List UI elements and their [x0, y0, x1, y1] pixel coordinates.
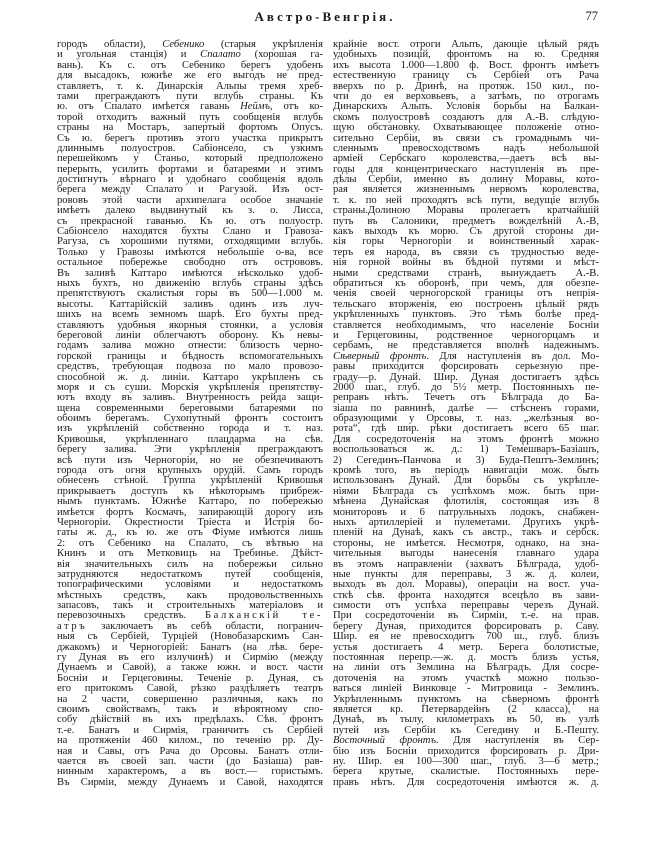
text-line: кромѣ того, въ періодъ навигаціи мож. быть: [333, 465, 599, 477]
text-line: чительныя выгоды нанесенія главнаго удара: [333, 548, 599, 560]
text-line: вань). Къ с. отъ Себенико берегъ удобенъ: [57, 59, 323, 71]
text-line: воспользоваться ж. д.: 1) Темешваръ-Базіашъ,: [333, 444, 599, 456]
text-line: сткѣ сѣв. фронта находятся всецѣло въ зави-: [333, 589, 599, 601]
text-line: теръ ея народа, въ связи съ трудностью веде-: [333, 246, 599, 258]
text-line: способной ж. д. линіи. Каттаро укрѣпленъ съ: [57, 371, 323, 383]
text-line: реправъ нѣтъ. Течетъ отъ Бѣлграда до Ба-: [333, 392, 599, 404]
text-line: крайніе вост. отроги Альпъ, дающіе цѣлый рядъ: [333, 39, 599, 50]
text-line: ныя съ Сербіей, Турціей (Новобазарскимъ Сан-: [57, 631, 323, 643]
spaced-heading: Балканскій те-: [204, 610, 323, 622]
text-line: ставляютъ удобныя якорныя стоянки, а условія: [57, 319, 323, 331]
text-line: годы для концентрическаго наступленія въ пре-: [333, 163, 599, 175]
text-line: Только у Гравозы имѣются небольшіе о-ва, все: [57, 246, 323, 258]
text-line: рая является жизненнымъ нервомъ королевства,: [333, 184, 599, 196]
text-line: вія значительныхъ силъ на побережьи сильно: [57, 558, 323, 570]
text-line: тами преграждаютъ пути вглубь страны. Къ: [57, 90, 323, 102]
text-line: Кривошья, укрѣпленнаго плацдарма на сѣв.: [57, 433, 323, 445]
text-line: имѣется фортъ Космачъ, запирающій дорогу изъ: [57, 506, 323, 518]
text-line: топографическими условіями и недостаткомъ: [57, 579, 323, 591]
text-line: обнесенъ стѣной. Группа укрѣпленій Кривошья: [57, 475, 323, 487]
text-line: остальное побережье свободно отъ острововъ.: [57, 257, 323, 269]
text-line: скомъ полуостровѣ создаютъ для А.-В. слѣдую-: [333, 111, 599, 123]
text-line: Съ ю. берегъ противъ этого участка прикрытъ: [57, 132, 323, 144]
text-line: ставляется необходимымъ, что населеніе Босніи: [333, 319, 599, 331]
text-line: запасовъ, такъ и строительныхъ матеріаловъ и: [57, 600, 323, 612]
text-line: Сѣверный фронтъ. Для наступленія въ дол. Мо-: [333, 350, 599, 362]
text-line: чти до ея верховьевъ, а затѣмъ, по отрогамъ: [333, 90, 599, 102]
text-line: годамъ залива можно отнести: близость черно-: [57, 340, 323, 352]
text-line: страны.Долиною Моравы пролегаетъ кратчайшій: [333, 205, 599, 217]
text-line: всѣ пути изъ Черногоріи, но не обезпечиваютъ: [57, 454, 323, 466]
spaced-heading: атръ: [57, 620, 88, 632]
text-line: перевозочныхъ средствъ. Балканскій те-: [57, 610, 323, 622]
text-line: сленнымъ превосходствомъ надъ небольшой: [333, 142, 599, 154]
italic-term: Неймъ: [240, 101, 271, 113]
text-line: какъ выходъ къ морю. Съ другой стороны ди-: [333, 226, 599, 238]
text-line: симости отъ успѣха переправы черезъ Дунай.: [333, 600, 599, 612]
text-line: на 2 части, совершенно различныя, какъ по: [57, 693, 323, 705]
text-line: прикрываетъ доступъ къ нѣкоторымъ прибреж-: [57, 485, 323, 497]
text-line: использованъ Дунай. Для борьбы съ укрѣпле-: [333, 475, 599, 487]
text-line: Рагуза, съ хорошими путями, отходящими вглубь.: [57, 236, 323, 248]
text-line: является кр. Петервардейнъ (2 класса), на: [333, 704, 599, 715]
page-number: 77: [585, 9, 598, 23]
text-line: правъ нѣтъ. Для сосредоточенія имѣются ж. д.: [333, 776, 599, 788]
text-line: въ этомъ направленіи (захватъ Бѣлграда, удоб-: [333, 558, 599, 570]
text-line: Босніи и Герцеговины. Теченіе р. Дуная, съ: [57, 672, 323, 684]
text-line: обоимъ берегамъ. Сухопутный фронтъ состоитъ: [57, 413, 323, 425]
text-line: своимъ свойствамъ, такъ и вѣроятному спо-: [57, 704, 323, 715]
text-line: нинным характеромъ, а въ вост.— гористымъ.: [57, 766, 323, 778]
text-line: берегу залива. Эти укрѣпленія преграждаютъ: [57, 444, 323, 456]
text-line: постоянная перепр.—ж. д. мостъ близъ устья,: [333, 652, 599, 664]
text-line: 2: отъ Себенико на Спалато, съ вѣтвью на: [57, 537, 323, 549]
text-line: берегу Дуная, приходится форсировать р. Саву.: [333, 620, 599, 632]
italic-term: Сѣверный фронтъ: [333, 350, 427, 362]
text-line: устья достигаетъ 4 метр. Берега болотистые,: [333, 641, 599, 653]
text-line: щую обстановку. Охватывающее положеніе отно-: [333, 122, 599, 134]
text-line: ихъ высота 1.000—1.800 ф. Вост. фронтъ имѣетъ: [333, 59, 599, 71]
text-line: Въ заливѣ Каттаро имѣются нѣсколько удоб-: [57, 267, 323, 279]
text-line: страны на Мостаръ, запертый фортомъ Опусъ.: [57, 122, 323, 134]
text-line: доточенія на этомъ участкѣ можно пользо-: [333, 672, 599, 684]
text-line: гу Дуная въ его излучинѣ) и Сирмію (между: [57, 652, 323, 664]
text-line: мѣнена Дунайская флотилія, состоящая изъ 8: [333, 496, 599, 508]
text-line: 2000 шаг., глуб. до 5½ метр. Постоянныхъ пе-: [333, 381, 599, 393]
text-line: обратиться къ оборонѣ, при чемъ, для обезпе-: [333, 277, 599, 289]
text-line: на протяженіи 460 килом., по теченію рр. Ду-: [57, 735, 323, 747]
text-line: затрудняются недостаткомъ путей сообщенія,: [57, 568, 323, 580]
text-line: собу дѣйствій въ ихъ предѣлахъ. Сѣв. фронтъ: [57, 714, 323, 726]
text-line: ныхъ артиллеріей и пулеметами. Другихъ укрѣ-: [333, 516, 599, 528]
text-line: ная и Савы, отъ Рача до Орсовы. Банатъ отли-: [57, 745, 323, 757]
text-line: на линіи отъ Землина на Бѣлградъ. Для сосре-: [333, 662, 599, 674]
text-column-left: [57, 40, 323, 788]
text-line: сербамъ, не представляется вполнѣ надежнымъ.: [333, 340, 599, 352]
text-line: города отъ огня крупныхъ орудій. Самъ городъ: [57, 465, 323, 477]
text-line: чается въ своей зап. части (до Базіаша) рав-: [57, 755, 323, 767]
text-line: кія горы Черногоріи и воинственный харак-: [333, 236, 599, 248]
text-line: берега крутые, скалистые. Постоянныхъ пере-: [333, 766, 599, 778]
text-line: равы приходится форсировать серьезную пре-: [333, 361, 599, 373]
text-line: ютъ входу въ заливъ. Внутренность рейда защи-: [57, 392, 323, 404]
text-line: путь въ Салоники, предметъ вожделѣній А.-В,: [333, 215, 599, 227]
text-line: горской границы и бѣдность вспомогательныхъ: [57, 350, 323, 362]
text-line: стороны, не имѣется. Несмотря, однако, на зна-: [333, 537, 599, 549]
text-line: береговой линіи облегчаютъ оборону. Къ невы-: [57, 329, 323, 341]
running-header: [0, 9, 650, 25]
text-line: рововъ этой части архипелага особое значаніе: [57, 194, 323, 206]
text-line: джакомъ) и Черногоріей: Банатъ (на лѣв. бере-: [57, 641, 323, 653]
text-line: ваться линіей Винковце - Митровица - Землинъ.: [333, 683, 599, 695]
text-line: тельскаго вторженія, ею построенъ цѣлый рядъ: [333, 298, 599, 310]
text-line: естественную границу съ Сербіей отъ Рача: [333, 70, 599, 82]
text-line: и угольная станція) и Спалато (хорошая га-: [57, 49, 323, 61]
text-line: шихъ на всемъ земномъ шарѣ. Его бухты пред-: [57, 309, 323, 321]
text-line: Сабіонсело находятся бухты Слано и Гравоза-: [57, 226, 323, 238]
text-line: При сосредоточеніи въ Сирміи, т.-е. на прав.: [333, 610, 599, 622]
text-line: ныхъ бухтъ, но движенію вглубь страны здѣсь: [57, 277, 323, 289]
text-line: граду—р. Дунай. Шир. Дуная достигаетъ здѣсь: [333, 371, 599, 383]
text-line: ными средствами странѣ, вынуждаетъ А.-В.: [333, 267, 599, 279]
text-line: 2) Сегединъ-Панчова и 3) Буда-Пештъ-Землинъ;: [333, 454, 599, 466]
text-line: дѣлы Сербіи, именно въ долину Моравы, кото-: [333, 174, 599, 186]
text-line: укрѣпленныхъ пунктовъ. Это тѣмъ болѣе пред-: [333, 309, 599, 321]
text-line: арміей Сербскаго королевства,—даетъ всѣ вы-: [333, 153, 599, 165]
text-line: изъ укрѣпленій собственно города и т. наз.: [57, 423, 323, 435]
text-line: Восточный фронтъ. Для наступленія въ Сер-: [333, 735, 600, 747]
text-line: перерыть, усилить фортами и батареями и этимъ: [57, 163, 323, 175]
text-line: Динарскихъ Альпъ. Условія борьбы на Балкан-: [333, 101, 599, 113]
running-title: Австро-Венгрія.: [254, 9, 396, 24]
text-line: Шир. ея не превосходитъ 700 ш., глуб. близъ: [333, 631, 599, 643]
text-line: атръ заключаетъ въ себѣ области, погранич-: [57, 620, 323, 632]
text-line: сительно Сербіи, въ связи съ громаднымъ чи-: [333, 132, 599, 144]
text-line: и Герцеговины, родственное черногорцамъ и: [333, 329, 599, 341]
text-line: ные пункты для переправы, 3 ж. д. колеи,: [333, 568, 599, 580]
text-line: для высадокъ, южнѣе же его выгодъ не пред-: [57, 70, 323, 82]
text-line: имѣетъ далеко выдвинутый къ з. о. Лисса,: [57, 205, 323, 217]
text-line: путей изъ Сербіи къ Сегедину и Б.-Пешту.: [333, 724, 599, 736]
text-line: пленій на Дунаѣ, какъ съ австр., такъ и сербск.: [333, 527, 599, 539]
text-line: образующими у Орсовы, т. наз. „желѣзныя во-: [333, 413, 599, 425]
text-line: средствъ, требующая подвоза по мало провозо-: [57, 361, 323, 373]
text-line: моря и съ суши. Морскія укрѣпленія препятству-: [57, 381, 323, 393]
text-line: мониторовъ и 6 патрульныхъ лодокъ, снабжен-: [333, 506, 599, 518]
text-line: т.-е. Банатъ и Сирмія, граничитъ съ Сербіей: [57, 724, 323, 736]
text-line: съ прекрасной гаванью. Къ ю. отъ полуостр.: [57, 215, 323, 227]
text-line: зіаша по равнинѣ, далѣе — стѣсненъ горами,: [333, 402, 599, 414]
text-line: Черногоріи. Окрестности Тріеста и Истрія бо-: [57, 516, 323, 528]
text-line: ченія своей черногорской границы отъ непрія-: [333, 288, 599, 300]
text-line: берега между Спалато и Рагузой. Изъ ост-: [57, 184, 323, 196]
text-line: щена современными береговыми батареями по: [57, 402, 323, 414]
text-line: гаты ж. д., къ ю. же отъ Фіуме имѣются лишь: [57, 527, 323, 539]
text-line: ну. Шир. ея 100—300 шаг., глуб. 3—6 метр.;: [333, 755, 599, 767]
text-line: ставляетъ, т. к. Динарскія Альпы тремя хреб-: [57, 80, 323, 92]
text-line: высоты. Каттарійскій заливъ одинъ изъ луч-: [57, 298, 323, 310]
text-line: его притокомъ Савой, рѣзко раздѣляетъ театръ: [57, 683, 323, 695]
text-line: выходъ въ дол. Моравы), операціи на вост. уча-: [333, 579, 599, 591]
text-line: вверхъ по р. Дринѣ, на протяж. 150 кил., по-: [333, 80, 599, 92]
text-line: ніями Бѣлграда съ успѣхомъ мож. быть при-: [333, 485, 599, 497]
text-line: перешейкомъ у Станьо, который предположено: [57, 153, 323, 165]
text-line: Дунаемъ и Савой), а также южн. и вост. части: [57, 662, 323, 674]
italic-term: Восточный фронтъ: [333, 735, 436, 747]
text-line: длиннымъ полуостров. Сабіонсело, съ узкимъ: [57, 142, 323, 154]
text-line: городъ области), Себенико (старыя укрѣпленія: [57, 39, 323, 50]
text-line: препятствуютъ скалистыя горы въ 500—1.000 м.: [57, 288, 323, 300]
text-line: Для сосредоточенія на этомъ фронтѣ можно: [333, 433, 599, 445]
text-line: Въ Сирміи, между Дунаемъ и Савой, находятся: [57, 776, 323, 788]
text-line: нія горной войны въ бѣдной путями и мѣст-: [333, 257, 599, 269]
text-line: мѣстныхъ средствъ, какъ продовольственныхъ: [57, 589, 323, 601]
text-line: бію изъ Босніи приходится форсировать р. Дри-: [333, 745, 599, 757]
text-line: Книнъ и отъ Метковицъ на Требинье. Дѣйст-: [57, 548, 323, 560]
text-line: Дунаѣ, въ тылу, километрахъ въ 50, въ узлѣ: [333, 714, 599, 726]
text-line: рота“, гдѣ шир. рѣки достигаетъ всего 65 шаг.: [333, 423, 599, 435]
text-line: ю. отъ Спалато имѣется гавань Неймъ, отъ ко-: [57, 101, 323, 113]
text-line: т. к. по ней проходятъ всѣ пути, ведущіе вглубь: [333, 194, 599, 206]
text-line: удобныхъ позицій, фронтомъ на ю. Средняя: [333, 49, 599, 61]
text-line: достигнуть вѣрнаго и удобнаго сообщенія вдоль: [57, 174, 323, 186]
text-line: торой отходитъ важный путь сообщенія вглубь: [57, 111, 323, 123]
text-line: нымъ пунктамъ. Южнѣе Каттаро, по побережью: [57, 496, 323, 508]
text-column-right: [333, 40, 599, 788]
italic-term: Себенико: [162, 39, 205, 50]
italic-term: Спалато: [200, 49, 241, 61]
text-line: Укрѣпленнымъ пунктомъ на сѣверномъ фронтѣ: [333, 693, 599, 705]
